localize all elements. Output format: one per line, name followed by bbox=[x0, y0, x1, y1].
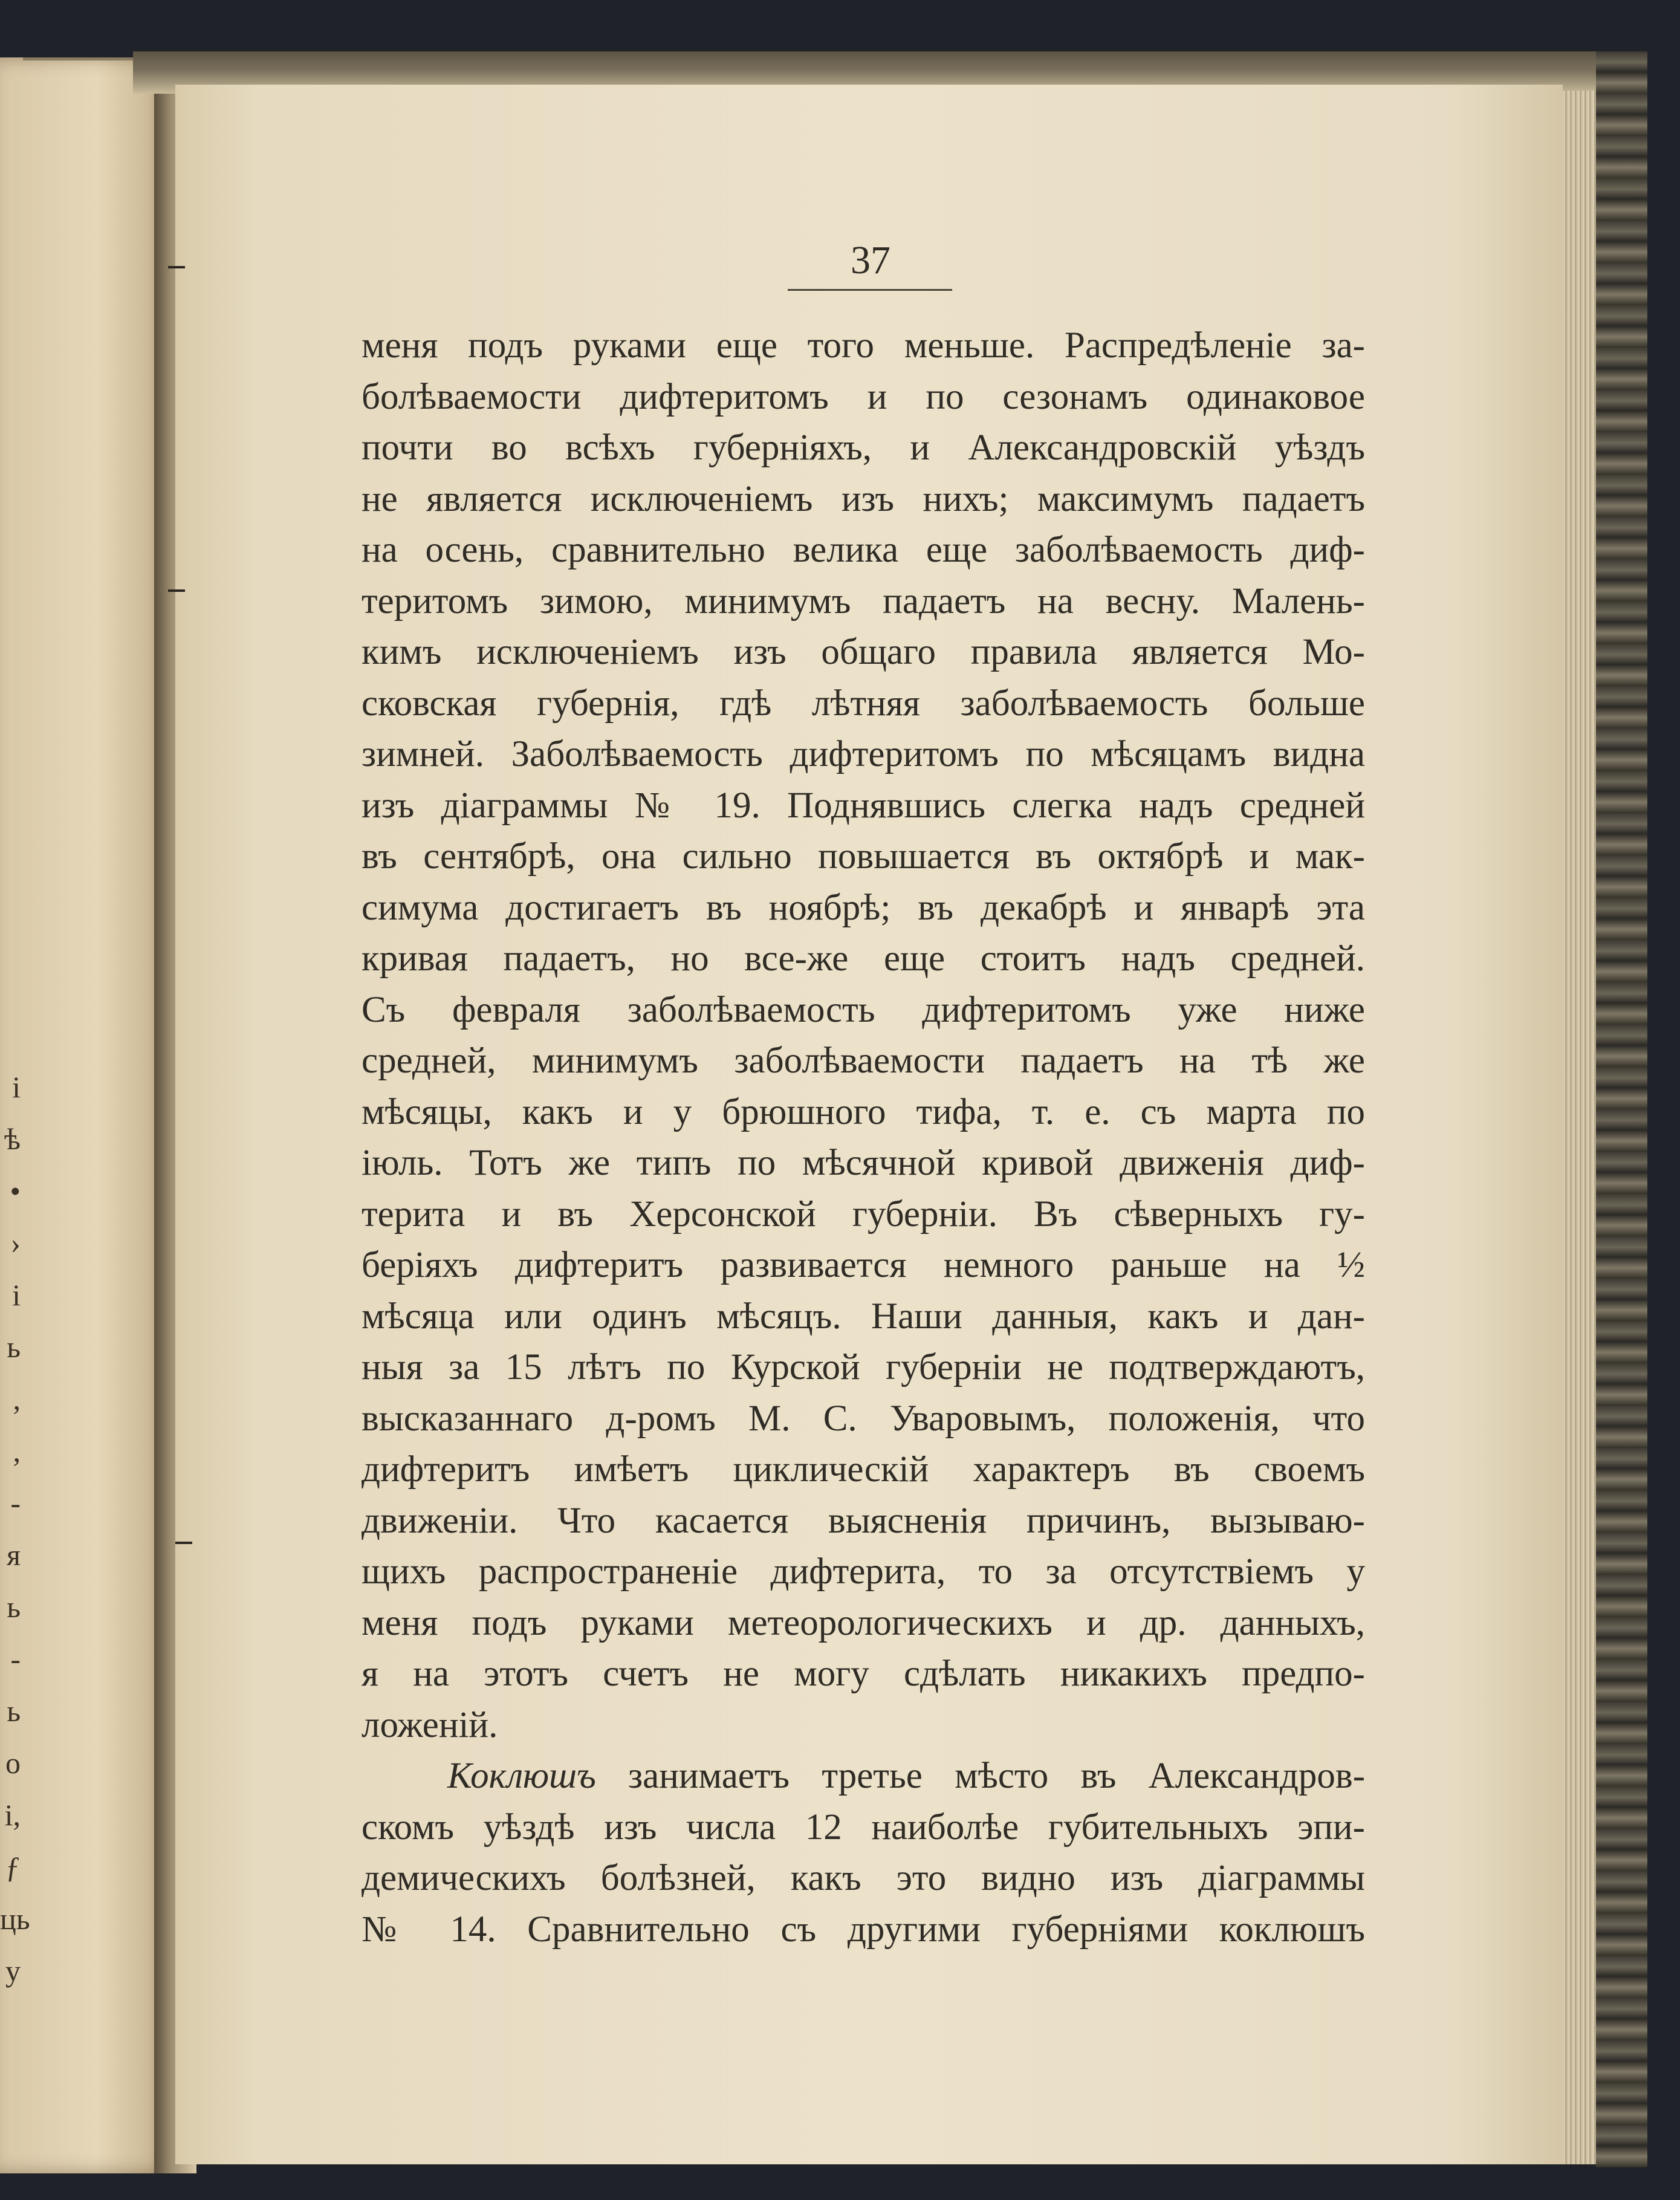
text-line: № 14. Сравнительно съ другими губерніями коклюшъ bbox=[362, 1909, 1365, 1950]
text-line: ложеній. bbox=[362, 1704, 498, 1745]
left-fragment: , bbox=[13, 1434, 21, 1468]
text-line: меня подъ руками метеорологическихъ и др. данныхъ, bbox=[362, 1602, 1365, 1643]
text-line: демическихъ болѣзней, какъ это видно изъ діаграммы bbox=[362, 1858, 1365, 1898]
text-line-paragraph-start bbox=[362, 1751, 1365, 1802]
text-line: беріяхъ дифтеритъ развивается немного раньше на ½ bbox=[362, 1245, 1365, 1285]
book-cover-edge bbox=[1596, 51, 1647, 2167]
text-line: высказаннаго д-ромъ М. С. Уваровымъ, положенія, что bbox=[362, 1398, 1365, 1439]
text-line: щихъ распространеніе дифтерита, то за отсутствіемъ у bbox=[362, 1551, 1365, 1592]
text-line: въ сентябрѣ, она сильно повышается въ октябрѣ и мак- bbox=[362, 836, 1365, 877]
gutter-mark bbox=[168, 589, 185, 592]
text-line: кривая падаетъ, но все-же еще стоитъ надъ средней. bbox=[362, 938, 1365, 979]
left-fragment: , bbox=[13, 1382, 21, 1416]
text-line: терита и въ Херсонской губерніи. Въ сѣверныхъ гу- bbox=[362, 1193, 1365, 1235]
left-fragment: ƒ bbox=[5, 1850, 21, 1884]
italic-term: Коклюшъ bbox=[447, 1756, 596, 1796]
left-page-text-fragments bbox=[0, 1061, 30, 1997]
text-line: мѣсяцы, какъ и у брюшного тифа, т. е. съ марта по bbox=[362, 1091, 1365, 1132]
text-line: кимъ исключеніемъ изъ общаго правила является Мо- bbox=[362, 632, 1365, 672]
text-line: симума достигаетъ въ ноябрѣ; въ декабрѣ и январѣ эта bbox=[362, 887, 1365, 928]
text-line: не является исключеніемъ изъ нихъ; максимумъ падаетъ bbox=[362, 478, 1365, 519]
body-text bbox=[362, 320, 1365, 1955]
text-line: средней, минимумъ заболѣваемости падаетъ на тѣ же bbox=[362, 1040, 1365, 1081]
left-fragment: ць bbox=[0, 1902, 30, 1936]
text-line: на осень, сравнительно велика еще заболѣваемость диф- bbox=[362, 530, 1365, 570]
left-fragment: і bbox=[12, 1278, 21, 1312]
text-line: болѣваемости дифтеритомъ и по сезонамъ одинаковое bbox=[362, 376, 1365, 417]
left-fragment: ь bbox=[7, 1330, 21, 1364]
text-line: мѣсяца или одинъ мѣсяцъ. Наши данныя, какъ и дан- bbox=[362, 1296, 1365, 1337]
left-fragment: • bbox=[10, 1174, 21, 1208]
left-fragment: ѣ bbox=[4, 1122, 21, 1156]
text-line: почти во всѣхъ губерніяхъ, и Александровскій уѣздъ bbox=[362, 427, 1365, 468]
text-line: изъ діаграммы № 19. Поднявшись слегка надъ средней bbox=[362, 785, 1365, 826]
gutter-mark bbox=[168, 266, 185, 268]
left-fragment: я bbox=[7, 1538, 21, 1572]
left-page bbox=[0, 57, 175, 2173]
text-fragment: занимаетъ третье мѣсто въ Александров- bbox=[628, 1756, 1366, 1796]
page-number: 37 bbox=[851, 238, 890, 282]
text-line: скомъ уѣздѣ изъ числа 12 наиболѣе губительныхъ эпи- bbox=[362, 1806, 1365, 1848]
text-line: ныя за 15 лѣтъ по Курской губерніи не подтверждаютъ, bbox=[362, 1347, 1365, 1387]
left-fragment: ь bbox=[7, 1694, 21, 1728]
text-line: зимней. Заболѣваемость дифтеритомъ по мѣсяцамъ видна bbox=[362, 734, 1365, 774]
text-line: движеніи. Что касается выясненія причинъ, вызываю- bbox=[362, 1500, 1365, 1541]
text-line: теритомъ зимою, минимумъ падаетъ на весну. Малень- bbox=[362, 580, 1365, 621]
left-fragment: - bbox=[10, 1486, 21, 1520]
text-line: дифтеритъ имѣетъ циклическій характеръ въ своемъ bbox=[362, 1449, 1365, 1490]
left-fragment: і, bbox=[4, 1798, 21, 1832]
page-number-rule bbox=[788, 289, 952, 291]
left-fragment: і bbox=[12, 1070, 21, 1104]
text-line: я на этотъ счетъ не могу сдѣлать никакихъ предпо- bbox=[362, 1653, 1365, 1694]
left-fragment: - bbox=[10, 1642, 21, 1676]
left-fragment: у bbox=[5, 1954, 21, 1988]
text-line: сковская губернія, гдѣ лѣтняя заболѣваемость больше bbox=[362, 683, 1365, 724]
text-line: Съ февраля заболѣваемость дифтеритомъ уже ниже bbox=[362, 989, 1365, 1030]
left-fragment: ь bbox=[7, 1590, 21, 1624]
text-line: меня подъ руками еще того меньше. Распредѣленіе за- bbox=[362, 325, 1365, 366]
text-line: іюль. Тотъ же типъ по мѣсячной кривой движенія диф- bbox=[362, 1143, 1365, 1183]
gutter-mark bbox=[175, 1542, 192, 1544]
left-fragment: о bbox=[5, 1746, 21, 1780]
left-fragment: › bbox=[10, 1226, 21, 1260]
